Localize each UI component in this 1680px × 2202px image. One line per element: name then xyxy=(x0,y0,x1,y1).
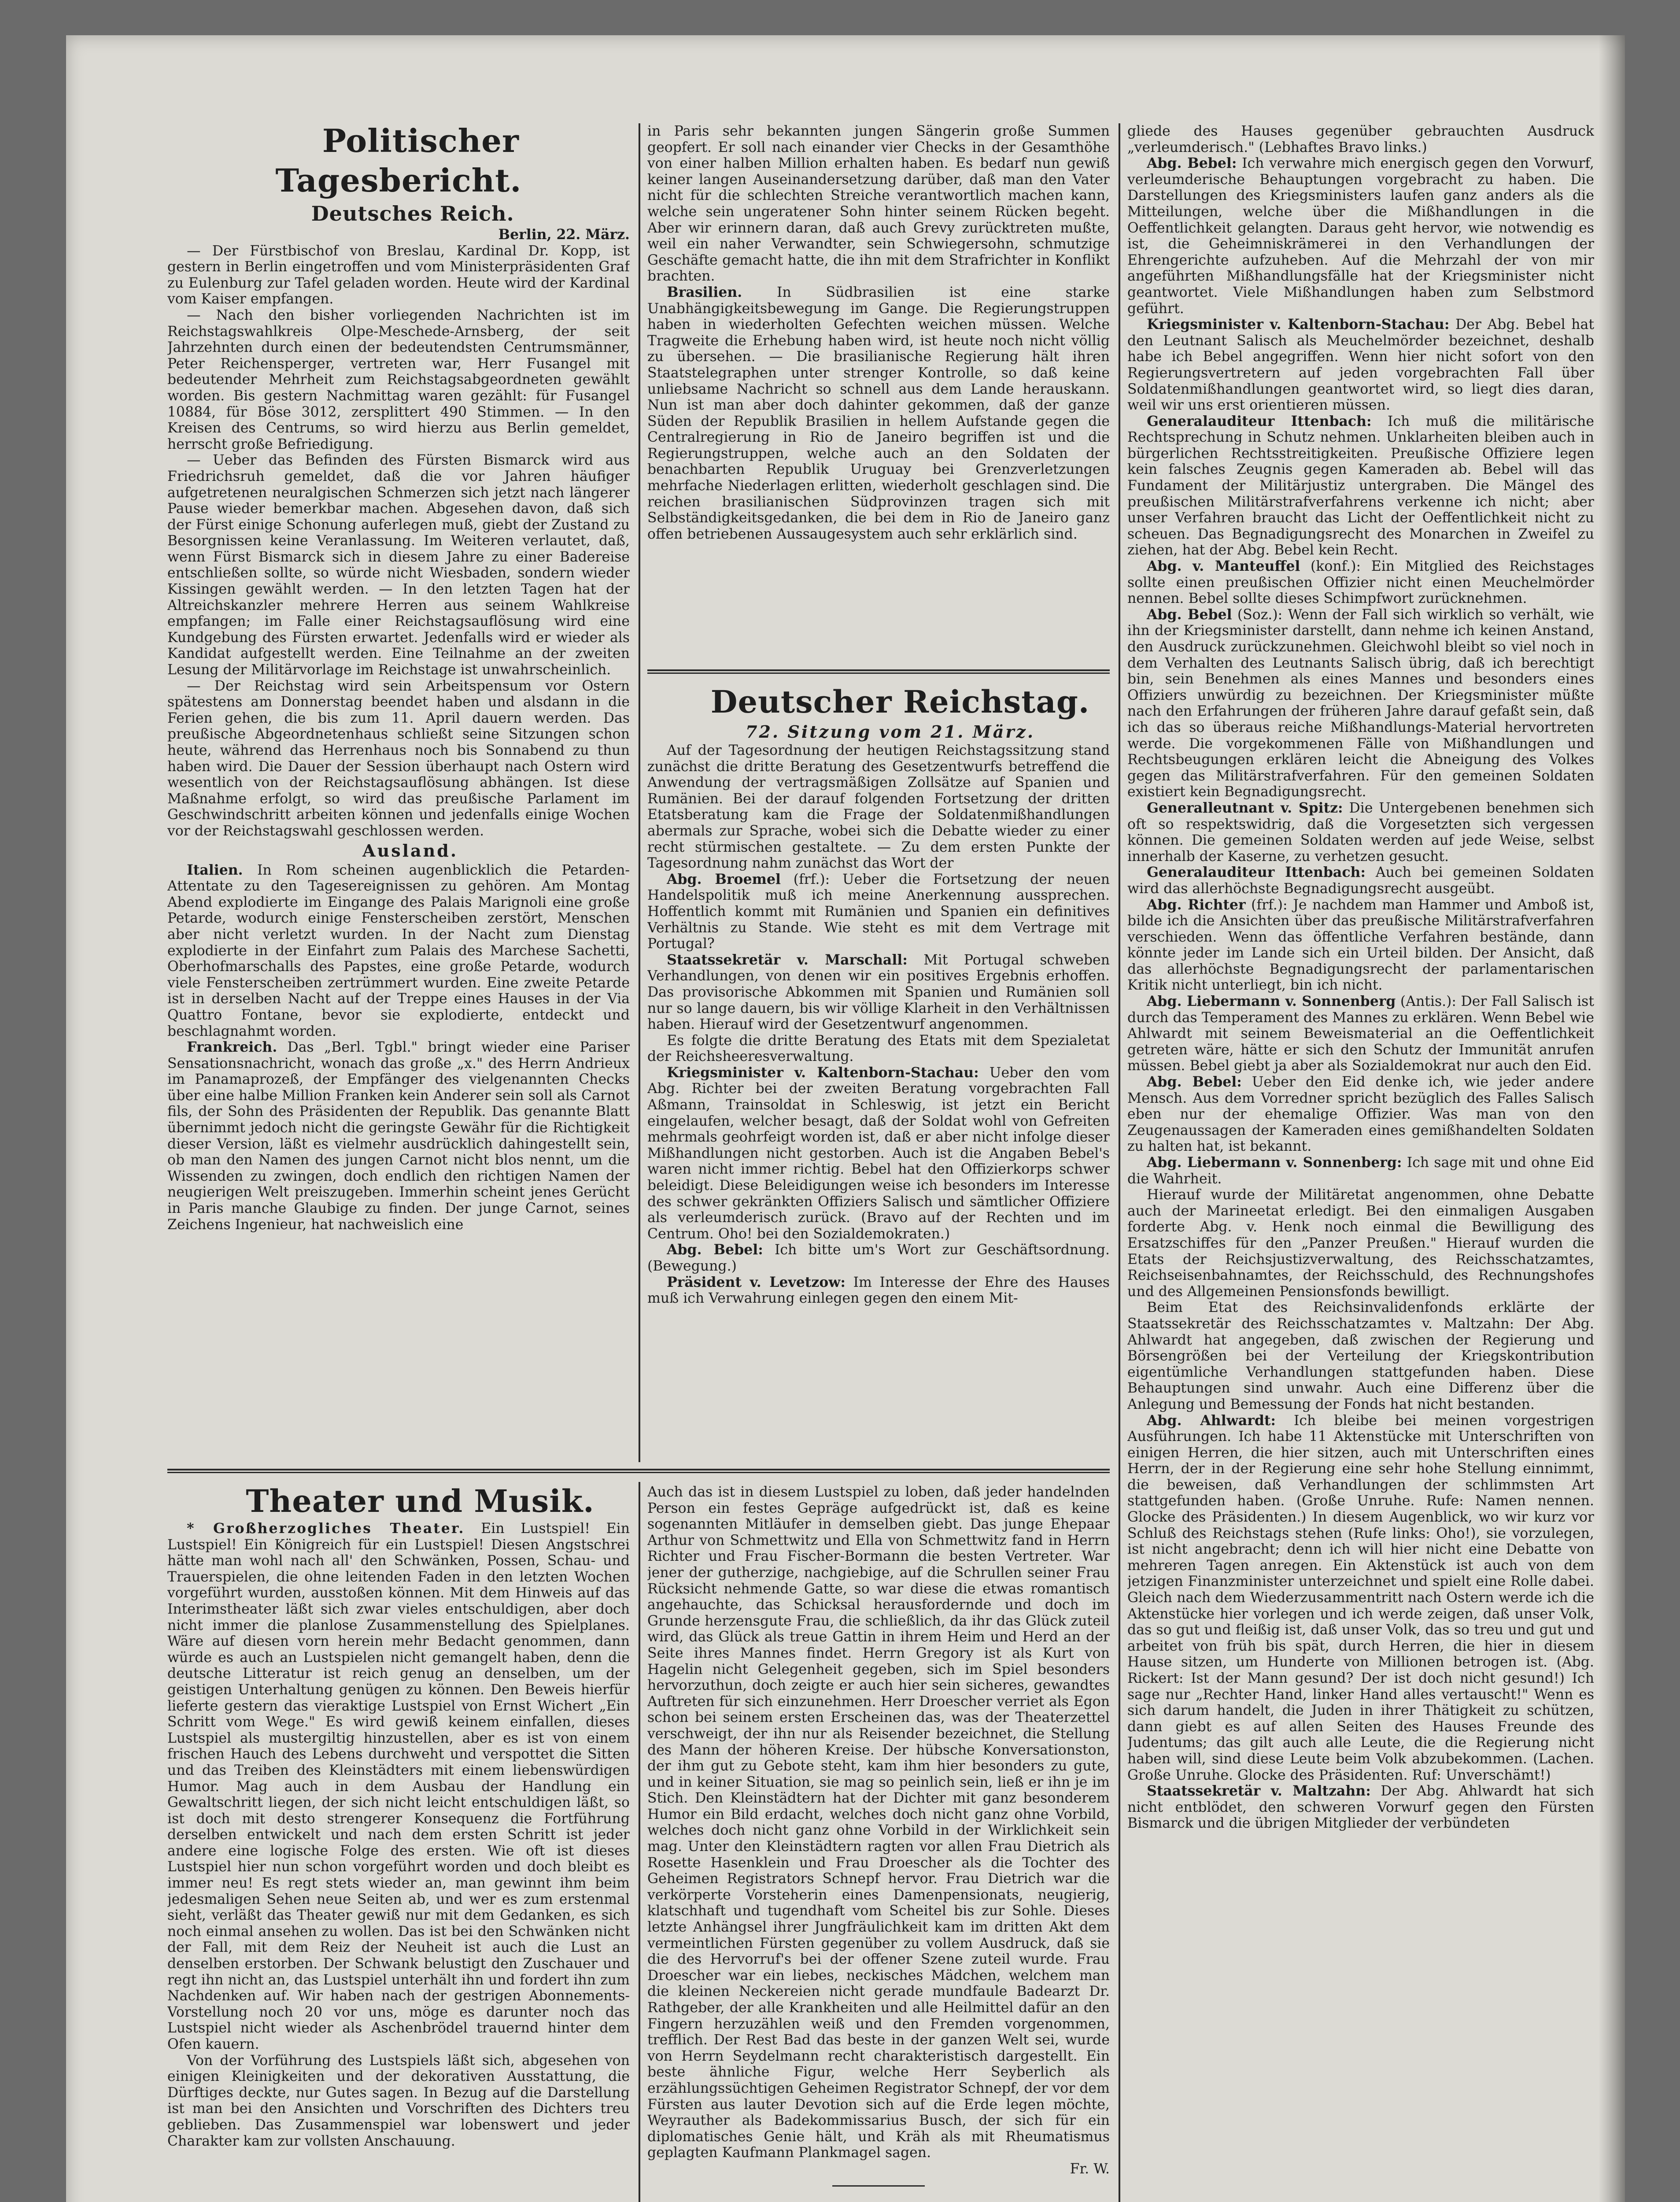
speaker-name: Abg. Ahlwardt: xyxy=(1147,1412,1276,1429)
speaker-name: Generalauditeur Ittenbach: xyxy=(1147,864,1366,881)
speaker-name: Abg. Liebermann v. Sonnenberg: xyxy=(1147,1154,1402,1171)
article-paragraph: — Der Fürstbischof von Breslau, Kardinal Dr. Kopp, ist gestern in Berlin eingetroffen und vom Ministerpräsidenten Graf zu Eulenburg zur Tafel geladen worden. Heute wird der Kardinal vom Kaiser empfangen. xyxy=(167,243,630,307)
column-theater-continued xyxy=(647,1484,1110,2202)
article-paragraph: Hierauf wurde der Militäretat angenommen, ohne Debatte auch der Marineetat erledigt. Bei den einmaligen Ausgaben forderte Abg. v. Henk noch einmal die Bewilligung des Ersatzschiffes für den „Panzer Preußen." Hierauf wurden die Etats der Reichsjustizverwaltung, des Reichsschatzamtes, Reichseisenbahnamtes, der Reichsschuld, des Rechnungshofes und des Allgemeinen Pensionsfonds bewilligt. xyxy=(1127,1187,1594,1300)
speech-paragraph: Präsident v. Levetzow: Im Interesse der Ehre des Hauses muß ich Verwahrung einlegen gegen den einem Mit- xyxy=(647,1274,1110,1307)
speech-paragraph: Kriegsminister v. Kaltenborn-Stachau: Der Abg. Bebel hat den Leutnant Salisch als Meuchelmörder bezeichnet, deshalb habe ich Bebel angegriffen. Wenn hier nicht sofort von den Regierungsvertretern auf jeden vorgebrachten Fall über Soldatenmißhandlungen geantwortet wird, so liegt dies daran, weil wir uns erst orientieren müssen. xyxy=(1127,316,1594,414)
speaker-name: Abg. Richter xyxy=(1147,896,1246,913)
speaker-name: Staatssekretär v. Maltzahn: xyxy=(1147,1783,1371,1799)
column-divider xyxy=(639,123,640,1462)
speech-paragraph: Abg. Bebel: Ueber den Eid denke ich, wie jeder andere Mensch. Aus dem Vorredner spricht bezüglich des Falles Salisch eben nur der ehemalige Offizier. Was man von den Zeugenaussagen der Kameraden eines gemißhandelten Soldaten zu halten hat, ist bekannt. xyxy=(1127,1074,1594,1155)
feuilleton-divider xyxy=(167,1469,1110,1473)
speaker-name: Kriegsminister v. Kaltenborn-Stachau: xyxy=(667,1064,979,1081)
speech-paragraph: Abg. Liebermann v. Sonnenberg (Antis.): Der Fall Salisch ist durch das Temperament des Mannes zu erklären. Wenn Bebel wie Ahlwardt mit seinem Beweismaterial an die Oeffentlichkeit getreten wäre, hätte er sich den Schutz der Immunität anrufen müssen. Bebel giebt ja aber als Sozialdemokrat nur auch den Eid. xyxy=(1127,993,1594,1074)
speech-paragraph: Abg. Broemel (frf.): Ueber die Fortsetzung der neuen Handelspolitik muß ich meine Anerkennung aussprechen. Hoffentlich kommt mit Rumänien und Spanien ein definitives Verhältnis zu Stande. Wie steht es mit dem Vertrage mit Portugal? xyxy=(647,871,1110,952)
speech-paragraph: Abg. Bebel: Ich bitte um's Wort zur Geschäftsordnung. (Bewegung.) xyxy=(647,1241,1110,1274)
speaker-name: Staatssekretär v. Marschall: xyxy=(667,951,908,968)
review-paragraph: * Großherzogliches Theater. Ein Lustspiel! Ein Lustspiel! Ein Königreich für ein Lustspiel! Diesen Angstschrei hätte man wohl nach all' den Schwänken, Possen, Schau- und Trauerspielen, die ohne leitenden Faden in den letzten Wochen vorgeführt wurden, ausstoßen können. Mit dem Hinweis auf das Interimstheater läßt sich zwar vieles entschuldigen, aber doch nicht immer die planlose Zusammenstellung des Spielplanes. Wäre auf diesen vorn herein mehr Bedacht genommen, dann würde es auch an Lustspielen nicht gemangelt haben, denn die deutsche Litteratur ist reich genug an denselben, um der geistigen Unterhaltung genügen zu können. Den Beweis hierfür lieferte gestern das vieraktige Lustspiel von Ernst Wichert „Ein Schritt vom Wege." Es wird gewiß keinem einfallen, dieses Lustspiel als mustergiltig hinzustellen, aber es ist von einem frischen Hauch des Lebens durchweht und verspottet die Sitten und das Treiben des Kleinstädters mit einem liebenswürdigen Humor. Mag auch in dem Ausbau der Handlung ein Gewaltschritt liegen, der sich nicht leicht entschuldigen läßt, so ist doch mit desto strengerer Konsequenz die Fortführung derselben entwickelt und nach dem ersten Schritt ist jeder andere eine logische Folge des ersten. Wie oft ist dieses Lustspiel hier nun schon vorgeführt worden und doch bleibt es immer neu! Es regt stets wieder an, man gewinnt ihm beim jedesmaligen Sehen neue Seiten ab, und wer es zum erstenmal sieht, verläßt das Theater gewiß nur mit dem Gedanken, es sich noch einmal ansehen zu wollen. Das ist bei den Schwänken nicht der Fall, mit dem Reiz der Neuheit ist auch die Lust an denselben erstorben. Der Schwank belustigt den Zuschauer und regt ihn nicht an, das Lustspiel unterhält ihn und fordert ihn zum Nachdenken auf. Wir haben nach der gestrigen Abonnements-Vorstellung noch 20 vor uns, möge es darunter noch das Lustspiel nicht wieder als Aschenbrödel trauernd hinter dem Ofen kauern. xyxy=(167,1520,630,2052)
author-signature: Fr. W. xyxy=(1070,2161,1110,2177)
country-keyword: Brasilien. xyxy=(667,284,742,300)
speaker-name: Abg. Bebel: xyxy=(1147,1074,1242,1090)
session-heading: 72. Sitzung vom 21. März. xyxy=(746,722,1035,742)
headline-politischer-tagesbericht: Politischer Tagesbericht. xyxy=(275,122,522,199)
end-rule xyxy=(832,2185,925,2187)
article-paragraph-italien: Italien. In Rom scheinen augenblicklich die Petarden-Attentate zu den Tagesereignissen zu gehören. Am Montag Abend explodierte im Eingange des Palais Marignoli eine große Petarde, wodurch einige Fensterscheiben zerstört, Menschen aber nicht verletzt wurden. In der Nacht zum Dienstag explodierte in der Einfahrt zum Palais des Marchese Sachetti, Oberhofmarschalls des Papstes, eine große Petarde, wodurch viele Fensterscheiben zertrümmert wurden. Eine zweite Petarde ist in derselben Nacht auf der Treppe eines Hauses in der Via Quattro Fontane, bevor sie explodierte, entdeckt und beschlagnahmt worden. xyxy=(167,861,630,1039)
subheadline-deutsches-reich: Deutsches Reich. xyxy=(311,202,514,225)
column-theater xyxy=(167,1482,630,2202)
article-paragraph: Es folgte die dritte Beratung des Etats mit dem Spezialetat der Reichsheeresverwaltung. xyxy=(647,1032,1110,1065)
speaker-name: Generalleutnant v. Spitz: xyxy=(1147,799,1343,816)
review-paragraph: Von der Vorführung des Lustspiels läßt sich, abgesehen von einigen Kleinigkeiten und der dekorativen Ausstattung, die Dürftiges deckte, nur Gutes sagen. In Bezug auf die Darstellung ist man bei den Ansichten und Vorschriften des Dichters treu geblieben. Das Zusammenspiel war lobenswert und jeder Charakter kam zur vollsten Anschauung. xyxy=(167,2052,630,2149)
page-edge-shadow xyxy=(1599,35,1625,2202)
newspaper-page xyxy=(66,35,1625,2202)
article-paragraph: — Nach den bisher vorliegenden Nachrichten ist im Reichstagswahlkreis Olpe-Meschede-Arnsberg, der seit Jahrzehnten durch einen der bedeutendsten Centrumsmänner, Peter Reichensperger, vertreten war, Herr Fusangel mit bedeutender Mehrheit zum Reichstagsabgeordneten gewählt worden. Bis gestern Nachmittag waren gezählt: für Fusangel 10884, für Böse 3012, zersplittert 490 Stimmen. — In den Kreisen des Centrums, so wird hierzu aus Berlin gemeldet, herrscht große Befriedigung. xyxy=(167,307,630,452)
theater-name: * Großherzogliches Theater. xyxy=(187,1520,465,1537)
speech-paragraph: Abg. Bebel: Ich verwahre mich energisch gegen den Vorwurf, verleumderische Behauptungen vorgebracht zu haben. Die Darstellungen des Kriegsministers laufen ganz anders als die Mitteilungen, welche über die Mißhandlungen in die Oeffentlichkeit gelangten. Daraus geht hervor, wie notwendig es ist, die Geheimniskrämerei in den Verhandlungen der Ehrengerichte aufzuheben. Auf die Mehrzahl der von mir angeführten Mißhandlungsfälle hat der Kriegsminister nicht geantwortet. Viele Mißhandlungen haben zum Selbstmord geführt. xyxy=(1127,155,1594,317)
column-reichstag-continued xyxy=(1127,123,1594,2202)
speaker-name: Abg. Broemel xyxy=(667,871,781,887)
country-keyword: Italien. xyxy=(187,861,243,878)
speech-paragraph: Generalleutnant v. Spitz: Die Untergebenen benehmen sich oft so respektswidrig, daß die Vorgesetzten sich vergessen können. Die gemeinen Soldaten werden auf jede Weise, selbst innerhalb der Kaserne, zu verhetzen gesucht. xyxy=(1127,799,1594,865)
article-paragraph: Beim Etat des Reichsinvalidenfonds erklärte der Staatssekretär des Reichsschatzamtes v. Maltzahn: Der Abg. Ahlwardt hat angegeben, daß zwischen der Regierung und Börsengrößen bei der Verteilung der Kriegskontribution eigentümliche Verhandlungen stattgefunden haben. Diese Behauptungen sind unwahr. Auch eine Differenz über die Anlegung und Bemessung der Fonds hat nicht bestanden. xyxy=(1127,1300,1594,1412)
column-politik xyxy=(167,121,630,1460)
speech-paragraph: Staatssekretär v. Maltzahn: Der Abg. Ahlwardt hat sich nicht entblödet, den schweren Vorwurf gegen den Fürsten Bismarck und die übrigen Mitglieder der verbündeten xyxy=(1127,1783,1594,1832)
dateline: Berlin, 22. März. xyxy=(498,226,630,243)
speaker-name: Abg. Bebel xyxy=(1147,606,1232,623)
speaker-name: Abg. v. Manteuffel xyxy=(1147,558,1300,575)
section-divider xyxy=(647,669,1110,674)
column-ausland-continued xyxy=(647,123,1110,674)
review-paragraph: Auch das ist in diesem Lustspiel zu loben, daß jeder handelnden Person ein festes Gepräge aufgedrückt ist, daß es keine sogenannten Mitläufer in demselben giebt. Das junge Ehepaar Arthur von Schmettwitz und Ella von Schmettwitz fand in Herrn Richter und Frau Fischer-Bormann die besten Vertreter. War jener der gutherzige, nachgiebige, auf die Schrullen seiner Frau Rücksicht nehmende Gatte, so war diese die etwas romantisch angehauchte, das Schicksal herausfordernde und doch im Grunde herzensgute Frau, die schließlich, da ihr das Glück zuteil wird, das Glück als treue Gattin in ihrem Heim und Herd an der Seite ihres Mannes findet. Herrn Gregory ist als Kurt von Hagelin nicht Gelegenheit gegeben, sich im Spiel besonders hervorzuthun, doch zeigte er auch hier sein sicheres, gewandtes Auftreten für sich einzunehmen. Herr Droescher verriet als Egon schon bei seinem ersten Erscheinen das, was der Theaterzettel verschweigt, der ihn nur als Reisender bezeichnet, die Stellung des Mann der höheren Kreise. Der hübsche Konversationston, der ihm gut zu Gebote steht, kam ihm hier besonders zu gute, und in keiner Situation, sie mag so peinlich sein, ließ er ihn je im Stich. Den Kleinstädtern hat der Dichter mit ganz besonderem Humor ein Bild erdacht, welches doch nicht ganz ohne Vorbild, welches doch nicht ganz ohne Vorbild in der Wirklichkeit sein mag. Unter den Kleinstädtern ragten vor allen Frau Dietrich als Rosette Hasenklein und Frau Droescher als die Tochter des Geheimen Registrators Schnepf hervor. Frau Dietrich war die verkörperte Vorsteherin eines Damenpensionats, neugierig, klatschhaft und tugendhaft vom Scheitel bis zur Sohle. Dieses letzte Anhängsel ihrer Jungfräulichkeit kam im dritten Akt dem vermeintlichen Fürsten gegenüber zu vollem Ausdruck, daß sie die des Hervorruf's bei der offener Szene zuteil wurde. Frau Droescher war ein liebes, neckisches Mädchen, welchem man die kleinen Neckereien nicht gerade mundfaule Badearzt Dr. Rathgeber, der alle Krankheiten und alle Heilmittel dafür an den Fingern herzuzählen weiß und den Fremden vorgenommen, trefflich. Der Rest Bad das beste in der ganzen Welt sei, wurde von Herrn Seydelmann recht charakteristisch dargestellt. Ein beste ähnliche Figur, welche Herr Seyberlich als erzählungssüchtigen Geheimen Registrator Schnepf, der vor dem Fürsten aus lauter Devotion sich auf die Erde legen möchte, Weyrauther als Badekommissarius Busch, der sich für ein diplomatisches Genie hält, und Kräh als mit Rheumatismus geplagten Kaufmann Plankmagel sagen. xyxy=(647,1484,1110,2161)
speech-paragraph: Abg. Richter (frf.): Je nachdem man Hammer und Amboß ist, bilde ich die Ansichten über das preußische Militärstrafverfahren verschieden. Wenn das öffentliche Verfahren bestände, dann könnte jeder im Lande sich ein Urteil bilden. Der Ansicht, daß das allerhöchste Begnadigungsrecht der parlamentarischen Kritik nicht unterliegt, bin ich nicht. xyxy=(1127,896,1594,994)
speech-paragraph: Abg. v. Manteuffel (konf.): Ein Mitglied des Reichstages sollte einen preußischen Offizier nicht einen Meuchelmörder nennen. Bebel sollte dieses Schimpfwort zurücknehmen. xyxy=(1127,558,1594,607)
speech-paragraph: Abg. Liebermann v. Sonnenberg: Ich sage mit und ohne Eid die Wahrheit. xyxy=(1127,1154,1594,1187)
speech-paragraph: Generalauditeur Ittenbach: Auch bei gemeinen Soldaten wird das allerhöchste Begnadigungsrecht ausgeübt. xyxy=(1127,864,1594,897)
speaker-name: Abg. Bebel: xyxy=(1147,155,1237,172)
speaker-name: Präsident v. Levetzow: xyxy=(667,1274,846,1290)
speech-paragraph: Abg. Bebel (Soz.): Wenn der Fall sich wirklich so verhält, wie ihn der Kriegsminister darstellt, dann nehme ich keinen Anstand, den Ausdruck zurückzunehmen. Gleichwohl bleibt so viel noch in dem Verhalten des Leutnants Salisch übrig, daß ich berechtigt bin, sein Benehmen als eines Mannes und besonders eines Offiziers unwürdig zu bezeichnen. Der Kriegsminister müßte nach den Erfahrungen der früheren Jahre darauf gefaßt sein, daß ich das so überaus reiche Mißhandlungs-Material hervortreten werde. Die vorgekommenen Fälle von Mißhandlungen und Rechtsbeugungen erklären leicht die Abneigung des Volkes gegen das Militärstrafverfahren. Für den gemeinen Soldaten existiert kein Begnadigungsrecht. xyxy=(1127,606,1594,800)
speech-paragraph: Staatssekretär v. Marschall: Mit Portugal schweben Verhandlungen, von denen wir ein positives Ergebnis erhoffen. Das provisorische Abkommen mit Spanien und Rumänien soll nur so lange dauern, bis wir völlige Klarheit in den Verhältnissen haben. Hierauf wird der Gesetzentwurf angenommen. xyxy=(647,951,1110,1033)
column-reichstag xyxy=(647,683,1110,1467)
speaker-name: Abg. Bebel: xyxy=(667,1241,763,1258)
article-paragraph-frankreich: Frankreich. Das „Berl. Tgbl." bringt wieder eine Pariser Sensationsnachricht, wonach das große „x." des Herrn Andrieux im Panamaprozeß, der Empfänger des vielgenannten Checks über eine halbe Million Franken kein Anderer sein soll als Carnot fils, der Sohn des Präsidenten der Republik. Das genannte Blatt übernimmt jedoch nicht die geringste Gewähr für die Richtigkeit dieser Version, läßt es vielmehr ausdrücklich dahingestellt sein, ob man den Namen des jungen Carnot nicht blos nennt, um die Wissenden zu zwingen, doch endlich den richtigen Namen der neugierigen Welt preiszugeben. Immerhin scheint jenes Gerücht in Paris manche Glaubige zu finden. Der junge Carnot, seines Zeichens Ingenieur, hat nachweislich eine xyxy=(167,1039,630,1233)
article-paragraph: Auf der Tagesordnung der heutigen Reichstagssitzung stand zunächst die dritte Beratung des Gesetzentwurfs betreffend die Anwendung der vertragsmäßigen Zollsätze auf Spanien und Rumänien. Bei der darauf folgenden Fortsetzung der dritten Etatsberatung kam die Frage der Soldatenmißhandlungen abermals zur Sprache, wobei sich die Debatte wieder zu einer recht stürmischen gestaltete. — Zu dem ersten Punkte der Tagesordnung nahm zunächst das Wort der xyxy=(647,743,1110,872)
country-keyword: Frankreich. xyxy=(187,1039,277,1056)
article-paragraph: — Der Reichstag wird sein Arbeitspensum vor Ostern spätestens am Donnerstag beendet haben und alsdann in die Ferien gehen, die bis zum 11. April dauern werden. Das preußische Abgeordnetenhaus schließt seine Sitzungen schon heute, während das Herrenhaus noch bis Sonnabend zu thun haben wird. Die Dauer der Session überhaupt nach Ostern wird wesentlich von der Reichstagsauflösung abhängen. Ist diese Maßnahme erfolgt, so wird das preußische Parlament im Geschwindschritt arbeiten können und jedenfalls einige Wochen vor der Reichstagswahl geschlossen werden. xyxy=(167,678,630,839)
article-paragraph: — Ueber das Befinden des Fürsten Bismarck wird aus Friedrichsruh gemeldet, daß die vor Jahren häufiger aufgetretenen neuralgischen Schmerzen sich jetzt nach längerer Pause wieder bemerkbar machen. Abgesehen davon, daß sich der Fürst einige Schonung auferlegen muß, giebt der Zustand zu Besorgnissen keine Veranlassung. Im Weiteren verlautet, daß, wenn Fürst Bismarck sich in diesem Jahre zu einer Badereise entschließen sollte, so würde nicht Wiesbaden, sondern wieder Kissingen gewählt werden. — In den letzten Tagen hat der Altreichskanzler mehrere Herren aus seinem Wahlkreise empfangen; im Falle einer Reichstagsauflösung wird eine Kundgebung des Fürsten erwartet. Jedenfalls wird er wieder als Kandidat aufgestellt werden. Eine Teilnahme an der zweiten Lesung der Militärvorlage im Reichstage ist unwahrscheinlich. xyxy=(167,452,630,678)
speech-paragraph: Generalauditeur Ittenbach: Ich muß die militärische Rechtsprechung in Schutz nehmen. Unklarheiten bleiben auch in bürgerlichen Rechtsstreitigkeiten. Preußische Offiziere legen kein falsches Zeugnis gegen Kameraden ab. Bebel will das Fundament der Militärjustiz untergraben. Die Mängel des preußischen Militärstrafverfahrens verkenne ich nicht; aber unser Verfahren braucht das Licht der Oeffentlichkeit nicht zu scheuen. Das Begnadigungsrecht des Monarchen in Zweifel zu ziehen, hat der Abg. Bebel kein Recht. xyxy=(1127,413,1594,558)
speaker-name: Kriegsminister v. Kaltenborn-Stachau: xyxy=(1147,316,1450,333)
speech-paragraph: Kriegsminister v. Kaltenborn-Stachau: Ueber den vom Abg. Richter bei der zweiten Beratung vorgebrachten Fall Aßmann, Trainsoldat in Schleswig, ist jetzt ein Bericht eingelaufen, welcher besagt, daß der Soldat wohl von Gefreiten mehrmals geohrfeigt worden ist, daß er aber nicht infolge dieser Mißhandlungen nicht gestorben. Auch ist die Angaben Bebel's waren nicht immer richtig. Bebel hat den Offizierkorps schwer beleidigt. Diese Beleidigungen weise ich besonders im Interesse des schwer gekränkten Offiziers Salisch und sämtlicher Offiziere als verleumderisch zurück. (Bravo auf der Rechten und im Centrum. Oho! bei den Sozialdemokraten.) xyxy=(647,1064,1110,1242)
article-paragraph-brasilien: Brasilien. In Südbrasilien ist eine starke Unabhängigkeitsbewegung im Gange. Die Regierungstruppen haben in wiederholten Gefechten weichen müssen. Welche Tragweite die Erhebung haben wird, ist heute noch nicht völlig zu übersehen. — Die brasilianische Regierung hält ihren Staatstelegraphen unter strenger Kontrolle, so daß keine unliebsame Nachricht so schnell aus dem Lande herauskann. Nun ist man aber doch dahinter gekommen, daß der ganze Süden der Republik Brasilien in hellem Aufstande gegen die Centralregierung in Rio de Janeiro begriffen ist und die Regierungstruppen, welche auch an den Soldaten der benachbarten Republik Uruguay bei Grenzverletzungen mehrfache Niederlagen erlitten, wiederholt geschlagen sind. Die reichen brasilianischen Südprovinzen tragen sich mit Selbständigkeitsgedanken, die bei dem in Rio de Janeiro ganz offen betriebenen Aussaugesystem auch sehr erklärlich sind. xyxy=(647,284,1110,542)
headline-deutscher-reichstag: Deutscher Reichstag. xyxy=(710,684,1090,720)
speaker-name: Generalauditeur Ittenbach: xyxy=(1147,413,1372,429)
article-paragraph: gliede des Hauses gegenüber gebrauchten Ausdruck „verleumderisch." (Lebhaftes Bravo links.) xyxy=(1127,123,1594,155)
section-heading-ausland: Ausland. xyxy=(362,840,458,861)
speaker-name: Abg. Liebermann v. Sonnenberg xyxy=(1147,993,1396,1010)
speech-paragraph: Abg. Ahlwardt: Ich bleibe bei meinen vorgestrigen Ausführungen. Ich habe 11 Aktenstücke mit Unterschriften von einigen Herren, die hier sitzen, auch mit Unterschriften eines Herrn, der in der Regierung eine sehr hohe Stellung einnimmt, die beweisen, daß Verhandlungen der schlimmsten Art stattgefunden haben. (Große Unruhe. Rufe: Namen nennen. Glocke des Präsidenten.) In diesem Augenblick, wo wir kurz vor Schluß des Reichstags stehen (Rufe links: Oho!), sie vorzulegen, ist nicht angebracht; denn ich will hier nicht eine Debatte von mehreren Tagen anregen. Ein Aktenstück ist auch von dem jetzigen Finanzminister unterzeichnet und spielt eine Rolle dabei. Gleich nach dem Wiederzusammentritt nach Ostern werde ich die Aktenstücke hier vorlegen und ich werde zeigen, daß unser Volk, das so gut und fleißig ist, daß unser Volk, das so treu und gut und arbeitet von früh bis spät, durch Herren, die hier in diesem Hause sitzen, um Hunderte von Millionen betrogen ist. (Abg. Rickert: Ist der Mann gesund? Der ist doch nicht gesund!) Ich sage nur „Rechter Hand, linker Hand alles vertauscht!" Wenn es sich darum handelt, die Juden in ihrer Thätigkeit zu schützen, dann giebt es auf allen Seiten des Hauses Freunde des Judentums; das gilt auch alle Leute, die die Regierung nicht haben will, sind diese Leute beim Volk abzubekommen. (Lachen. Große Unruhe. Glocke des Präsidenten. Ruf: Unverschämt!) xyxy=(1127,1412,1594,1783)
column-divider xyxy=(639,1482,640,2202)
article-paragraph: in Paris sehr bekannten jungen Sängerin große Summen geopfert. Er soll nach einander vier Checks in der Gesamthöhe von einer halben Million erhalten haben. Es bedarf nun gewiß keiner langen Auseinandersetzung darüber, daß man den Vater nicht für die schlechten Streiche verantwortlich machen kann, welche sein ungeratener Sohn hinter seinem Rücken begeht. Aber wir erinnern daran, daß auch Grevy zurücktreten mußte, weil ein naher Verwandter, sein Schwiegersohn, schmutzige Geschäfte gemacht hatte, die ihn mit dem Strafrichter in Konflikt brachten. xyxy=(647,123,1110,284)
column-divider xyxy=(1119,123,1120,2202)
headline-theater-und-musik: Theater und Musik. xyxy=(246,1483,594,1519)
